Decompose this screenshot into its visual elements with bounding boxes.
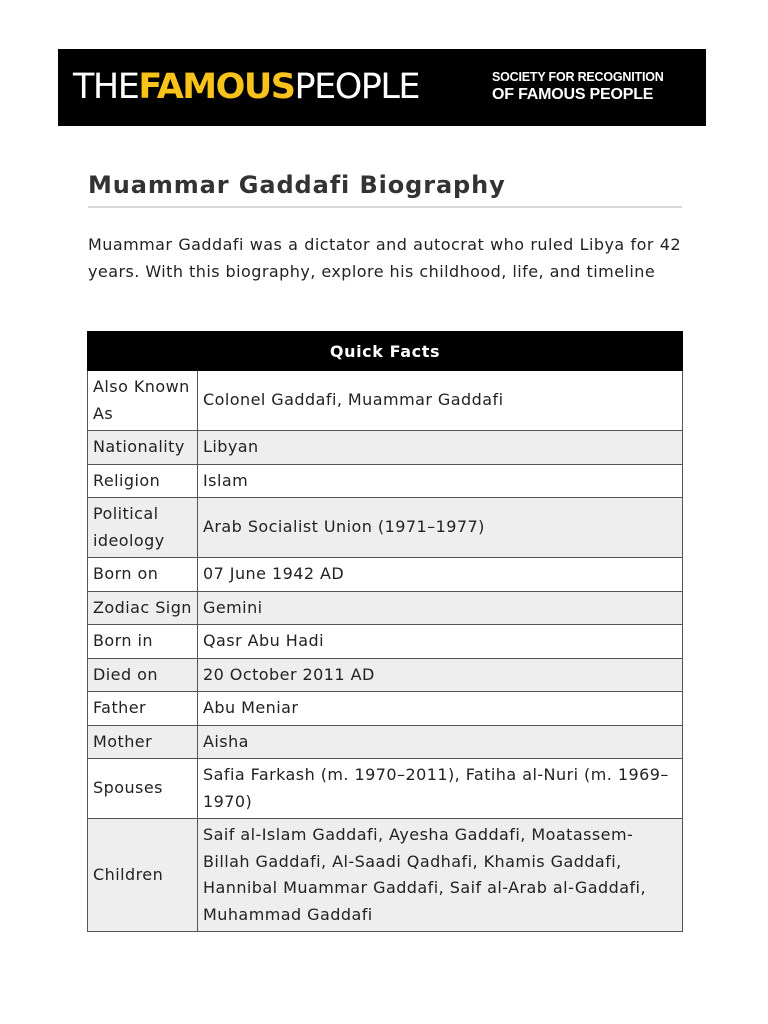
quick-facts-heading: Quick Facts bbox=[88, 332, 683, 371]
table-row bbox=[88, 431, 683, 465]
fact-value: Arab Socialist Union (1971–1977) bbox=[198, 498, 683, 558]
table-row bbox=[88, 819, 683, 932]
logo-text-famous: FAMOUS bbox=[138, 67, 295, 107]
fact-value: Qasr Abu Hadi bbox=[198, 625, 683, 659]
title-divider bbox=[88, 206, 682, 208]
site-tagline bbox=[492, 70, 664, 105]
logo-text-the: THE bbox=[73, 67, 139, 107]
fact-label: Political ideology bbox=[88, 498, 198, 558]
tagline-line-2: OF FAMOUS PEOPLE bbox=[492, 86, 654, 103]
table-row bbox=[88, 591, 683, 625]
fact-value: Abu Meniar bbox=[198, 692, 683, 726]
fact-label: Born in bbox=[88, 625, 198, 659]
table-row bbox=[88, 625, 683, 659]
table-row bbox=[88, 464, 683, 498]
fact-label: Born on bbox=[88, 558, 198, 592]
site-header-banner[interactable] bbox=[58, 49, 706, 126]
fact-label: Father bbox=[88, 692, 198, 726]
table-row bbox=[88, 658, 683, 692]
fact-value: Aisha bbox=[198, 725, 683, 759]
fact-label: Spouses bbox=[88, 759, 198, 819]
fact-value: Colonel Gaddafi, Muammar Gaddafi bbox=[198, 371, 683, 431]
site-logo[interactable] bbox=[73, 65, 419, 109]
fact-label: Died on bbox=[88, 658, 198, 692]
logo-text-people: PEOPLE bbox=[294, 67, 420, 107]
fact-value: 07 June 1942 AD bbox=[198, 558, 683, 592]
fact-label: Nationality bbox=[88, 431, 198, 465]
fact-label: Children bbox=[88, 819, 198, 932]
fact-value: Safia Farkash (m. 1970–2011), Fatiha al-Nuri (m. 1969–1970) bbox=[198, 759, 683, 819]
table-row bbox=[88, 725, 683, 759]
fact-label: Zodiac Sign bbox=[88, 591, 198, 625]
fact-value: Libyan bbox=[198, 431, 683, 465]
intro-paragraph: Muammar Gaddafi was a dictator and autocrat who ruled Libya for 42 years. With this biography, explore his childhood, life, and timeline bbox=[88, 235, 681, 281]
fact-label: Religion bbox=[88, 464, 198, 498]
quick-facts-table bbox=[87, 331, 683, 932]
fact-value: 20 October 2011 AD bbox=[198, 658, 683, 692]
fact-label: Mother bbox=[88, 725, 198, 759]
fact-value: Islam bbox=[198, 464, 683, 498]
fact-value: Gemini bbox=[198, 591, 683, 625]
page-title: Muammar Gaddafi Biography bbox=[88, 171, 506, 199]
table-row bbox=[88, 498, 683, 558]
table-row bbox=[88, 558, 683, 592]
table-row bbox=[88, 371, 683, 431]
table-row bbox=[88, 692, 683, 726]
tagline-line-1: SOCIETY FOR RECOGNITION bbox=[492, 70, 664, 84]
fact-value: Saif al-Islam Gaddafi, Ayesha Gaddafi, Moatassem-Billah Gaddafi, Al-Saadi Qadhafi, Khamis Gaddafi, Hannibal Muammar Gaddafi, Saif al-Arab al-Gaddafi, Muhammad Gaddafi bbox=[198, 819, 683, 932]
table-row bbox=[88, 759, 683, 819]
fact-label: Also Known As bbox=[88, 371, 198, 431]
